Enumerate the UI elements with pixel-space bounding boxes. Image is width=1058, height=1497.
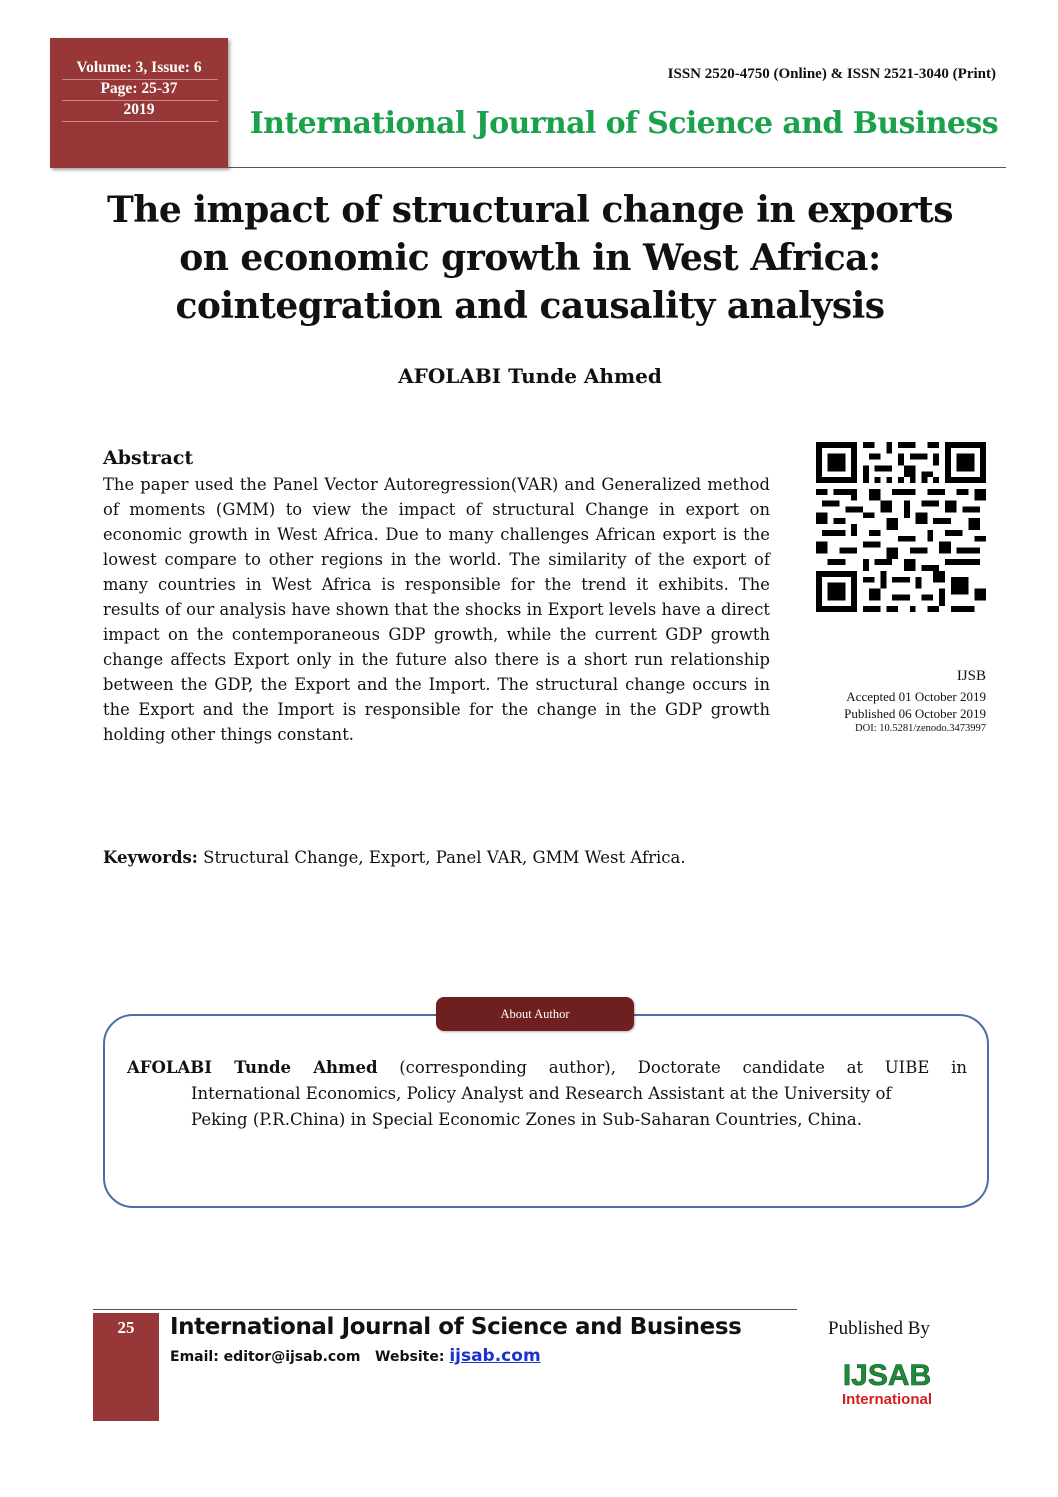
volume-issue: Volume: 3, Issue: 6 [76,59,202,76]
email-label: Email: [170,1349,219,1365]
journal-abbreviation: IJSB [956,668,986,684]
footer-divider [93,1309,797,1310]
abstract-heading: Abstract [103,447,194,469]
about-author-text [127,1055,967,1133]
title-line-2: on economic growth in West Africa: [179,237,881,279]
doi[interactable]: DOI: 10.5281/zenodo.3473997 [855,723,986,734]
about-author-tab: About Author [436,997,634,1031]
journal-name: International Journal of Science and Business [249,106,998,141]
logo-bottom-text: International [841,1391,933,1408]
qr-code-icon [814,442,988,612]
accepted-date: Accepted 01 October 2019 [846,689,986,704]
keywords [103,848,686,867]
page-range: Page: 25-37 [100,80,178,97]
website-link[interactable]: ijsab.com [449,1346,541,1366]
about-author-name: AFOLABI Tunde Ahmed [127,1058,378,1077]
about-line-3: Peking (P.R.China) in Special Economic Zones in Sub-Saharan Countries, China. [191,1110,862,1129]
title-line-1: The impact of structural change in exports [106,189,954,231]
ijsab-logo [838,1355,936,1411]
publication-year: 2019 [123,101,155,118]
author-name: AFOLABI Tunde Ahmed [398,364,662,388]
footer-contact [170,1346,541,1366]
email-address[interactable]: editor@ijsab.com [218,1349,361,1365]
about-line-1: (corresponding author), Doctorate candidate at UIBE in [377,1058,967,1077]
published-date: Published 06 October 2019 [844,706,986,721]
issue-badge [50,38,228,168]
paper-title [60,186,1000,330]
website-label: Website: [360,1349,445,1365]
header-divider [228,167,1006,168]
keywords-list: Structural Change, Export, Panel VAR, GMM West Africa. [197,848,686,867]
page-number: 25 [117,1318,135,1337]
published-by: Published By [828,1318,930,1339]
abstract-text: The paper used the Panel Vector Autoregression(VAR) and Generalized method of moments (GMM) to view the impact of structural Change in export on economic growth in West Africa. Due to many challenges African export is the lowest compare to other regions in the world. The similarity of the export of many countries in West Africa is responsible for the trend it exhibits. The results of our analysis have shown that the shocks in Export levels have a direct impact on the contemporaneous GDP growth, while the current GDP growth change affects Export only in the future also there is a short run relationship between the GDP, the Export and the Import. The structural change occurs in the Export and the Import is responsible for the change in the GDP growth holding other things constant. [103,475,770,744]
title-line-3: cointegration and causality analysis [175,285,885,327]
about-line-2: International Economics, Policy Analyst and Research Assistant at the University of [191,1084,892,1103]
logo-top-text: IJSAB [842,1359,932,1392]
keywords-label: Keywords: [103,848,198,867]
issn: ISSN 2520-4750 (Online) & ISSN 2521-3040 (Print) [667,66,996,82]
footer-journal-name: International Journal of Science and Business [170,1314,742,1340]
